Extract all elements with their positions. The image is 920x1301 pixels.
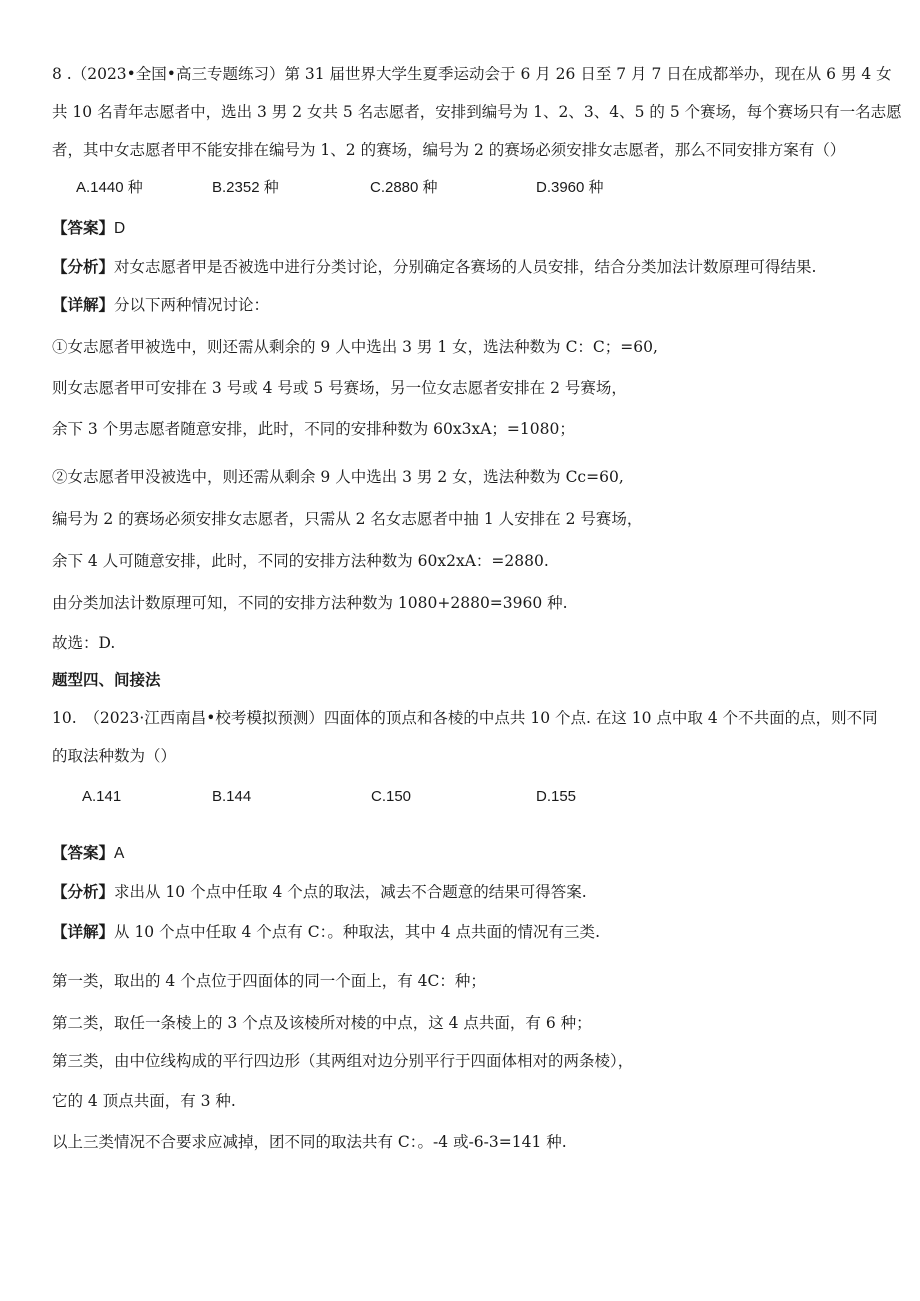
answer-label: 【答案】 bbox=[52, 218, 115, 237]
detail-label: 【详解】 bbox=[52, 295, 115, 314]
q10-stem-line-1: 10. （2023·江西南昌•校考模拟预测）四面体的顶点和各棱的中点共 10 个点. 在这 10 点中取 4 个不共面的点，则不同 bbox=[52, 709, 878, 727]
q8-detail-line-5: 编号为 2 的赛场必须安排女志愿者，只需从 2 名女志愿者中抽 1 人安排在 2 号赛场， bbox=[52, 510, 643, 528]
analysis-label: 【分析】 bbox=[52, 882, 115, 901]
q10-detail-line-5: 以上三类情况不合要求应减掉，团不同的取法共有 C：。-4 或-6-3=141 种. bbox=[52, 1133, 567, 1151]
q8-stem-line-2: 共 10 名青年志愿者中，选出 3 男 2 女共 5 名志愿者，安排到编号为 1、2、3、4、5 的 5 个赛场，每个赛场只有一名志愿 bbox=[52, 103, 902, 121]
q10-detail-line-3: 第三类，由中位线构成的平行四边形（其两组对边分别平行于四面体相对的两条棱）， bbox=[52, 1052, 634, 1070]
q8-detail-line-2: 则女志愿者甲可安排在 3 号或 4 号或 5 号赛场，另一位女志愿者安排在 2 号赛场， bbox=[52, 379, 627, 397]
q8-option-a: A.1440 种 bbox=[76, 179, 143, 196]
q10-option-d: D.155 bbox=[536, 788, 577, 805]
analysis-label: 【分析】 bbox=[52, 257, 115, 276]
q8-answer bbox=[52, 218, 882, 239]
analysis-text: 对女志愿者甲是否被选中进行分类讨论，分别确定各赛场的人员安排，结合分类加法计数原理可得结果. bbox=[114, 258, 817, 276]
detail-label: 【详解】 bbox=[52, 922, 115, 941]
q8-detail-line-1: ①女志愿者甲被选中，则还需从剩余的 9 人中选出 3 男 1 女，选法种数为 C：C；=60, bbox=[52, 338, 658, 356]
q8-detail-line-7: 由分类加法计数原理可知，不同的安排方法种数为 1080+2880=3960 种. bbox=[52, 594, 568, 612]
q8-detail bbox=[52, 295, 882, 315]
q10-option-c: C.150 bbox=[371, 788, 412, 805]
q10-detail bbox=[52, 922, 882, 942]
q10-option-a: A.141 bbox=[82, 788, 122, 805]
q8-detail-line-6: 余下 4 人可随意安排，此时，不同的安排方法种数为 60x2xA：=2880. bbox=[52, 552, 549, 570]
section-title: 题型四、间接法 bbox=[52, 670, 161, 689]
analysis-text: 求出从 10 个点中任取 4 个点的取法，减去不合题意的结果可得答案. bbox=[114, 883, 587, 901]
q8-detail-line-8: 故选：D. bbox=[52, 634, 116, 652]
answer-label: 【答案】 bbox=[52, 843, 115, 862]
q8-detail-line-4: ②女志愿者甲没被选中，则还需从剩余 9 人中选出 3 男 2 女，选法种数为 Cc=60, bbox=[52, 468, 624, 486]
q10-stem-line-2: 的取法种数为（） bbox=[52, 747, 177, 765]
q8-stem-line-1: 8 .（2023•全国•高三专题练习）第 31 届世界大学生夏季运动会于 6 月 26 日至 7 月 7 日在成都举办，现在从 6 男 4 女 bbox=[52, 65, 892, 83]
q10-detail-line-1: 第一类，取出的 4 个点位于四面体的同一个面上，有 4C：种； bbox=[52, 972, 486, 990]
q10-detail-line-4: 它的 4 顶点共面，有 3 种. bbox=[52, 1092, 236, 1110]
q8-analysis bbox=[52, 257, 882, 277]
answer-value: D bbox=[114, 220, 126, 237]
answer-value: A bbox=[114, 845, 125, 862]
q10-analysis bbox=[52, 882, 882, 902]
q8-option-b: B.2352 种 bbox=[212, 179, 279, 196]
q10-option-b: B.144 bbox=[212, 788, 252, 805]
detail-intro: 从 10 个点中任取 4 个点有 C：。种取法，其中 4 点共面的情况有三类. bbox=[114, 923, 600, 941]
q10-detail-line-2: 第二类，取任一条棱上的 3 个点及该棱所对棱的中点，这 4 点共面，有 6 种； bbox=[52, 1014, 592, 1032]
q8-detail-line-3: 余下 3 个男志愿者随意安排，此时，不同的安排种数为 60x3xA；=1080； bbox=[52, 420, 575, 438]
q8-option-c: C.2880 种 bbox=[370, 179, 438, 196]
q8-stem-line-3: 者，其中女志愿者甲不能安排在编号为 1、2 的赛场，编号为 2 的赛场必须安排女志愿者，那么不同安排方案有（） bbox=[52, 141, 846, 159]
detail-intro: 分以下两种情况讨论： bbox=[114, 296, 270, 314]
q10-answer bbox=[52, 843, 882, 864]
q8-option-d: D.3960 种 bbox=[536, 179, 604, 196]
